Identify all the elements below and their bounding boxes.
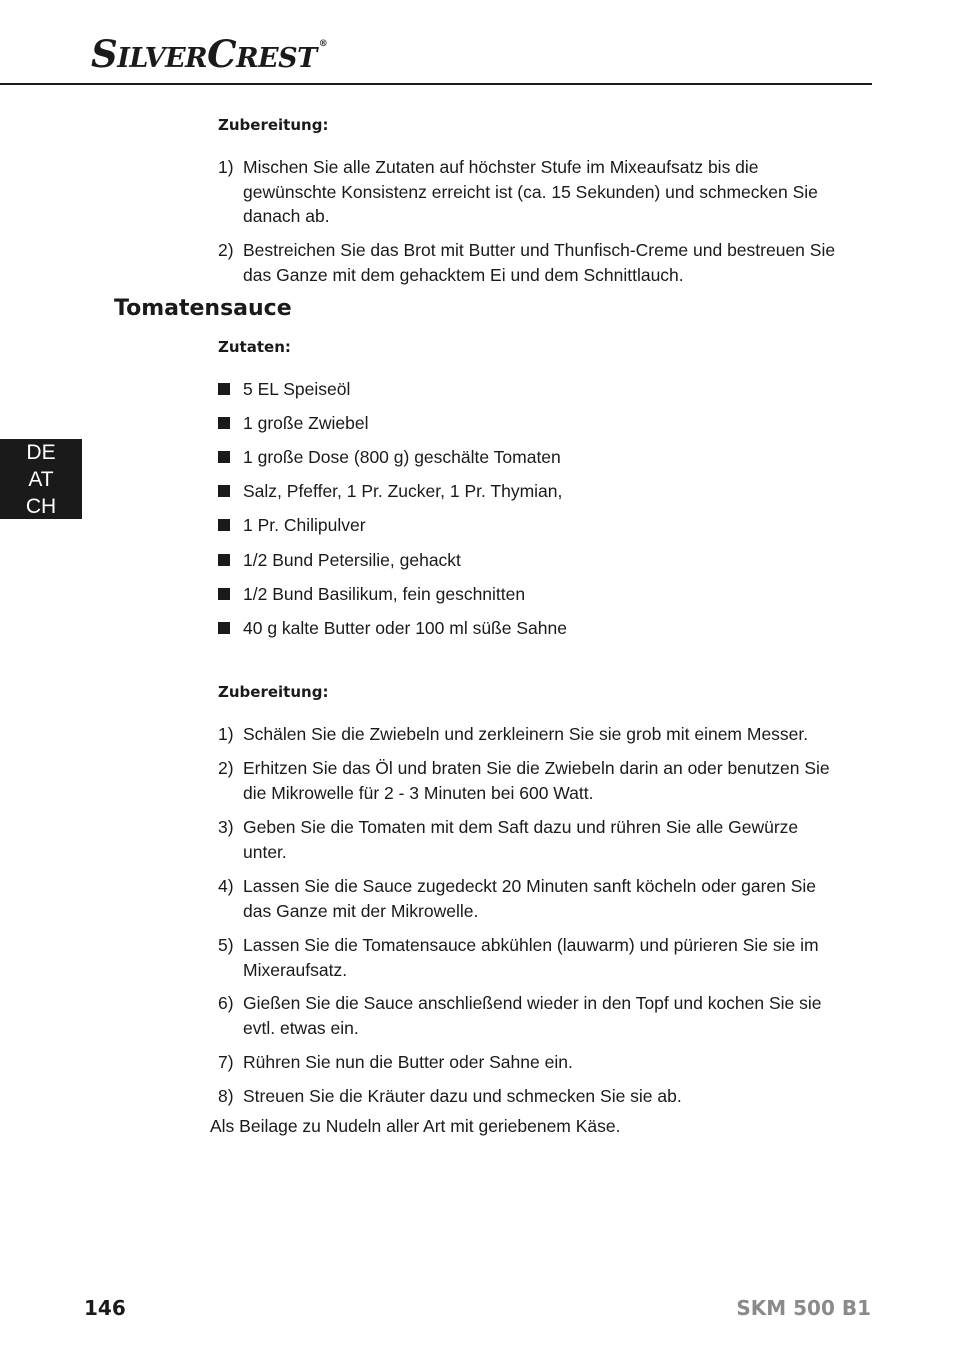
lang-ch: CH [25,494,57,518]
step-number: 2) [218,240,234,260]
ingredient-item: 1/2 Bund Petersilie, gehackt [218,548,461,572]
step-item [218,155,843,229]
step-number: 4) [218,876,234,896]
step-text: Gießen Sie die Sauce anschließend wieder in den Topf und kochen Sie sie evtl. etwas ein. [243,993,822,1038]
bullet-square-icon [218,554,230,566]
step-item [218,874,843,923]
step-item [218,1050,843,1075]
step-text: Lassen Sie die Sauce zugedeckt 20 Minuten sanft köcheln oder garen Sie das Ganze mit der Mikrowelle. [243,876,817,921]
ingredient-item: 5 EL Speiseöl [218,377,350,401]
step-text: Rühren Sie nun die Butter oder Sahne ein. [243,1052,573,1072]
prep-heading: Zubereitung: [218,683,329,701]
recipe-title: Tomatensauce [114,296,292,321]
section-heading: Zubereitung: [218,116,329,134]
bullet-square-icon [218,383,230,395]
step-text: Schälen Sie die Zwiebeln und zerkleinern Sie sie grob mit einem Messer. [243,724,809,744]
serving-note: Als Beilage zu Nudeln aller Art mit geriebenem Käse. [210,1116,621,1136]
bullet-square-icon [218,519,230,531]
header-rule [0,83,872,85]
step-item [218,756,843,805]
step-item [218,933,843,982]
lang-de: DE [26,440,56,464]
step-text: Bestreichen Sie das Brot mit Butter und Thunfisch-Creme und bestreuen Sie das Ganze mit dem gehacktem Ei und dem Schnittlauch. [243,240,836,285]
bullet-square-icon [218,451,230,463]
step-number: 7) [218,1052,234,1072]
step-item [218,991,843,1040]
bullet-square-icon [218,622,230,634]
step-text: Erhitzen Sie das Öl und braten Sie die Zwiebeln darin an oder benutzen Sie die Mikrowelle für 2 - 3 Minuten bei 600 Watt. [243,758,830,803]
lang-at: AT [28,467,54,491]
bullet-square-icon [218,485,230,497]
step-item [218,815,843,864]
ingredient-item: 1 Pr. Chilipulver [218,513,366,537]
model-number: SKM 500 B1 [736,1296,871,1320]
step-item [218,1084,843,1109]
step-text: Geben Sie die Tomaten mit dem Saft dazu und rühren Sie alle Gewürze unter. [243,817,799,862]
ingredient-item: 40 g kalte Butter oder 100 ml süße Sahne [218,616,567,640]
bullet-square-icon [218,588,230,600]
step-number: 2) [218,758,234,778]
step-text: Mischen Sie alle Zutaten auf höchster Stufe im Mixeaufsatz bis die gewünschte Konsistenz erreicht ist (ca. 15 Sekunden) und schmecken Sie danach ab. [243,157,818,226]
step-number: 6) [218,993,234,1013]
step-item [218,238,843,287]
step-number: 1) [218,157,234,177]
ingredient-item: 1/2 Bund Basilikum, fein geschnitten [218,582,525,606]
ingredient-item: Salz, Pfeffer, 1 Pr. Zucker, 1 Pr. Thymian, [218,479,562,503]
step-number: 5) [218,935,234,955]
step-number: 8) [218,1086,234,1106]
bullet-square-icon [218,417,230,429]
brand-logo: SILVERCREST ® [91,32,328,76]
language-tab [0,439,82,519]
page-number: 146 [84,1296,126,1320]
ingredient-item: 1 große Dose (800 g) geschälte Tomaten [218,445,561,469]
ingredients-heading: Zutaten: [218,338,291,356]
step-item [218,722,843,747]
step-text: Streuen Sie die Kräuter dazu und schmecken Sie sie ab. [243,1086,682,1106]
step-number: 1) [218,724,234,744]
ingredient-item: 1 große Zwiebel [218,411,368,435]
step-number: 3) [218,817,234,837]
step-text: Lassen Sie die Tomatensauce abkühlen (lauwarm) und pürieren Sie sie im Mixeraufsatz. [243,935,819,980]
